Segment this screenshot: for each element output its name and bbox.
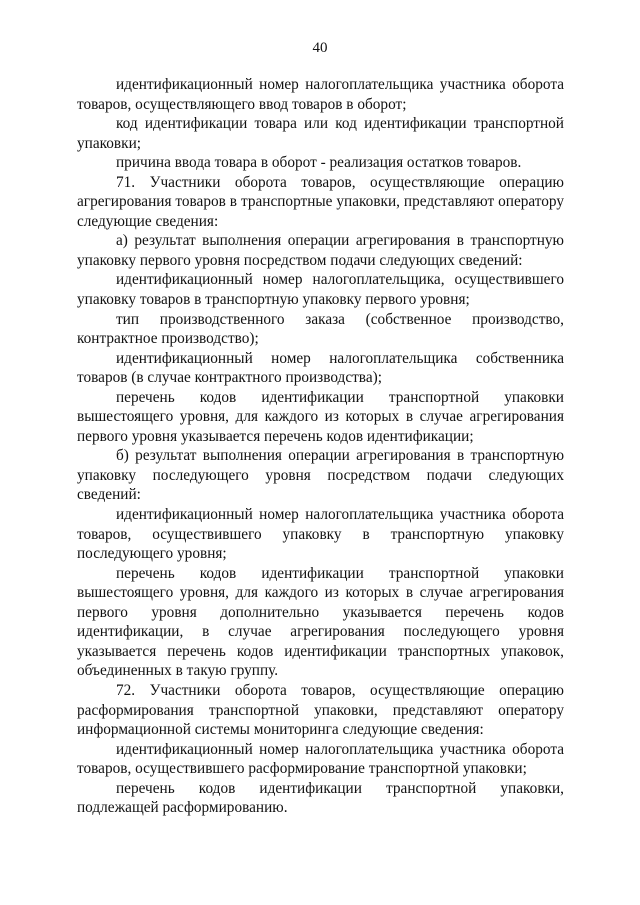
paragraph: перечень кодов идентификации транспортной упаковки, подлежащей расформированию. (77, 779, 564, 817)
paragraph: тип производственного заказа (собственное производство, контрактное производство); (77, 310, 564, 348)
subclause-b: б) результат выполнения операции агрегирования в транспортную упаковку последующего уровня посредством подачи следующих сведений: (77, 447, 564, 504)
paragraph: идентификационный номер налогоплательщика, осуществившего упаковку товаров в транспортную упаковку первого уровня; (77, 271, 564, 309)
paragraph: причина ввода товара в оборот - реализация остатков товаров. (116, 154, 522, 172)
clause-72: 72. Участники оборота товаров, осуществляющие операцию расформирования транспортной упаковки, представляют оператору информационной системы мониторинга следующие сведения: (77, 681, 564, 739)
paragraph: идентификационный номер налогоплательщика участника оборота товаров, осуществившего упаковку в транспортную упаковку последующего уровня; (77, 506, 564, 563)
subclause-a: а) результат выполнения операции агрегирования в транспортную упаковку первого уровня посредством подачи следующих сведений: (77, 232, 564, 269)
paragraph: идентификационный номер налогоплательщика участника оборота товаров, осуществляющего ввод товаров в оборот; (77, 76, 564, 113)
page-number: 40 (312, 40, 328, 56)
clause-71: 71. Участники оборота товаров, осуществляющие операцию агрегирования товаров в транспортные упаковки, представляют оператору следующие сведения: (77, 173, 564, 230)
paragraph: перечень кодов идентификации транспортной упаковки вышестоящего уровня, для каждого из которых в случае агрегирования первого уровня указывается перечень кодов идентификации; (77, 388, 564, 445)
paragraph: код идентификации товара или код идентификации транспортной упаковки; (77, 115, 564, 152)
paragraph: идентификационный номер налогоплательщика участника оборота товаров, осуществившего расформирование транспортной упаковки; (77, 740, 564, 778)
document-body (77, 75, 564, 818)
paragraph: идентификационный номер налогоплательщика собственника товаров (в случае контрактного производства); (77, 349, 564, 387)
paragraph: перечень кодов идентификации транспортной упаковки вышестоящего уровня, для каждого из которых в случае агрегирования первого уровня дополнительно указывается перечень кодов идентификации, в случае агрегирования последующего уровня указывается перечень кодов идентификации транспортных упаковок, объединенных в такую группу. (77, 564, 564, 680)
